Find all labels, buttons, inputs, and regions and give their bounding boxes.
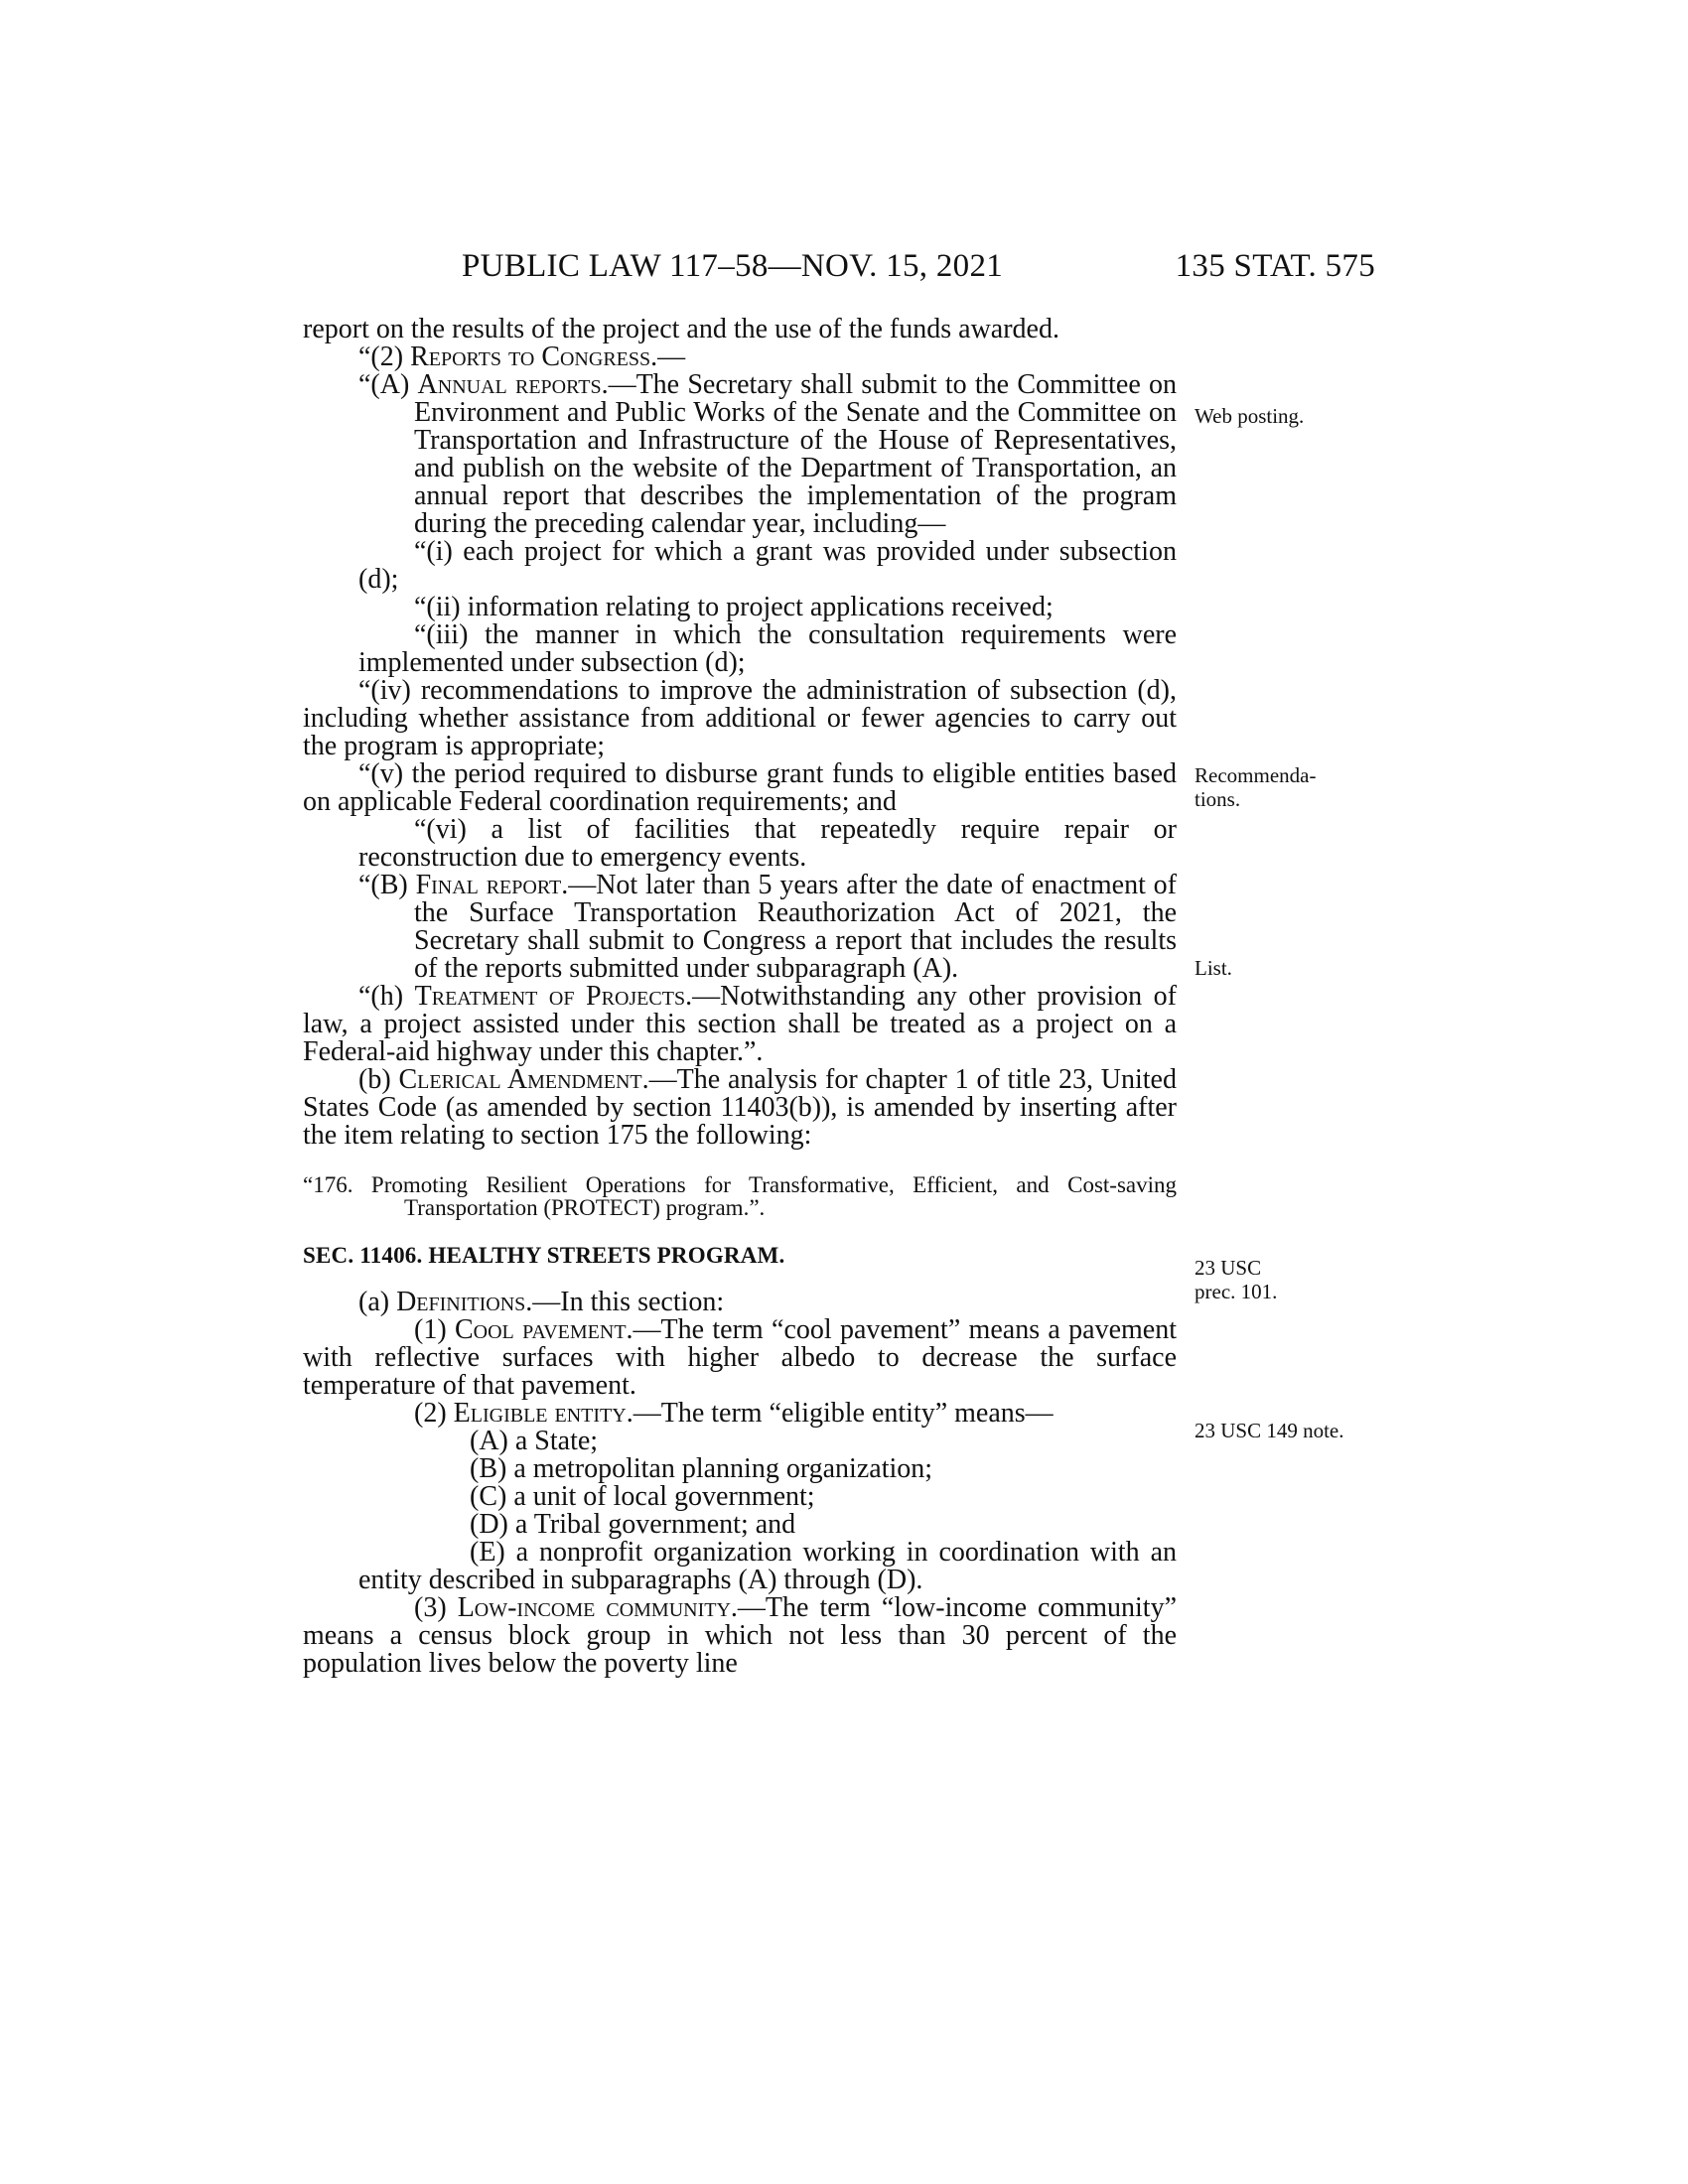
para-number: (b) [358, 1064, 399, 1095]
para-b-clerical-amendment [303, 1066, 1177, 1150]
para-heading: Low-income community [457, 1592, 731, 1623]
margin-note-web-posting: Web posting. [1195, 404, 1305, 428]
table-of-contents-item: “176. Promoting Resilient Operations for Transformative, Efficient, and Cost-saving Transportation (PROTECT) program.”. [303, 1172, 1177, 1220]
para-number: (3) [414, 1592, 458, 1623]
para-number: (1) [414, 1314, 455, 1345]
entity-B: (B) a metropolitan planning organization; [470, 1453, 933, 1484]
para-number: “(h) [358, 981, 415, 1012]
entity-D: (D) a Tribal government; and [470, 1509, 796, 1540]
margin-note-usc-149: 23 USC 149 note. [1195, 1419, 1344, 1442]
para-body: .—The analysis for chapter 1 of title 23, United States Code (as amended by section 11403(b)), is amended by inserting after the item relating to section 175 the following: [303, 1064, 1177, 1151]
para-body: .—The term “low-income community” means a census block group in which not less than 30 percent of the population lives below the poverty line [303, 1592, 1177, 1679]
para-number: (a) [358, 1287, 397, 1317]
margin-note-recommendations-line1: Recommenda- [1195, 763, 1317, 787]
para-body: .—Not later than 5 years after the date of enactment of the Surface Transportation Reauthorization Act of 2021, the Secretary shall submit to Congress a report that includes the results of the reports submitted under subparagraph (A). [414, 870, 1177, 984]
margin-note-usc-prec-line2: prec. 101. [1195, 1280, 1278, 1303]
clause-iv: “(iv) recommendations to improve the administration of subsection (d), including whether assistance from additional or fewer agencies to carry out the program is appropriate; [303, 675, 1177, 761]
para-body: .—The term “cool pavement” means a pavement with reflective surfaces with higher albedo to decrease the surface temperature of that pavement. [303, 1314, 1177, 1401]
definition-3-low-income-community [303, 1594, 1177, 1678]
running-head-title: PUBLIC LAW 117–58—NOV. 15, 2021 [462, 248, 1004, 284]
entity-E: (E) a nonprofit organization working in coordination with an entity described in subparagraphs (A) through (D). [358, 1537, 1177, 1595]
margin-note-list: List. [1195, 956, 1232, 980]
definition-1-cool-pavement [303, 1316, 1177, 1400]
clause-iii: “(iii) the manner in which the consultation requirements were implemented under subsection (d); [358, 619, 1177, 678]
clause-vi: “(vi) a list of facilities that repeatedly require repair or reconstruction due to emergency events. [358, 814, 1177, 873]
page-body [303, 316, 1177, 1678]
para-heading: Eligible entity [453, 1398, 627, 1429]
para-heading: Treatment of Projects [414, 981, 686, 1012]
entity-C: (C) a unit of local government; [470, 1481, 815, 1512]
para-heading: Reports to Congress [410, 341, 651, 372]
clause-v: “(v) the period required to disburse grant funds to eligible entities based on applicable Federal coordination requirements; and [303, 758, 1177, 817]
para-number: “(2) [358, 341, 411, 372]
clause-i: “(i) each project for which a grant was provided under subsection (d); [358, 536, 1177, 595]
para-body: .—The Secretary shall submit to the Committee on Environment and Public Works of the Senate and the Committee on Transportation and Infrastructure of the House of Representatives, and publish on the website of the Department of Transportation, an annual report that describes the implementation of the program during the preceding calendar year, including— [414, 369, 1177, 539]
para-dash: .— [650, 341, 686, 372]
para-body: .—The term “eligible entity” means— [626, 1398, 1054, 1429]
para-heading: Annual reports [417, 369, 602, 400]
para-h-treatment-of-projects [303, 983, 1177, 1066]
para-heading: Cool pavement [454, 1314, 627, 1345]
margin-note-usc-prec-line1: 23 USC [1195, 1256, 1262, 1280]
para-heading: Definitions [396, 1287, 526, 1317]
para-number: “(B) [358, 870, 416, 900]
margin-note-recommendations-line2: tions. [1195, 787, 1241, 811]
para-heading: Clerical Amendment [398, 1064, 642, 1095]
entity-A: (A) a State; [470, 1426, 599, 1456]
definition-2-eligible-entity [303, 1400, 1177, 1428]
page-header [462, 248, 1375, 288]
clause-ii: “(ii) information relating to project applications received; [414, 592, 1054, 622]
para-continuation: report on the results of the project and the use of the funds awarded. [303, 314, 1059, 344]
spacer [303, 1219, 1177, 1243]
para-body: .—In this section: [525, 1287, 725, 1317]
para-A-annual-reports [303, 371, 1177, 538]
para-number: “(A) [358, 369, 418, 400]
para-body: .—Notwithstanding any other provision of law, a project assisted under this section shall be treated as a project on a Federal-aid highway under this chapter.”. [303, 981, 1177, 1067]
para-number: (2) [414, 1398, 454, 1429]
section-heading: SEC. 11406. HEALTHY STREETS PROGRAM. [303, 1243, 785, 1268]
para-B-final-report [303, 872, 1177, 983]
statute-page-number: 135 STAT. 575 [1175, 248, 1375, 284]
para-a-definitions [303, 1289, 1177, 1316]
spacer [303, 1150, 1177, 1173]
para-heading: Final report [415, 870, 562, 900]
para-2-reports-to-congress [303, 343, 1177, 371]
spacer [303, 1269, 1177, 1289]
